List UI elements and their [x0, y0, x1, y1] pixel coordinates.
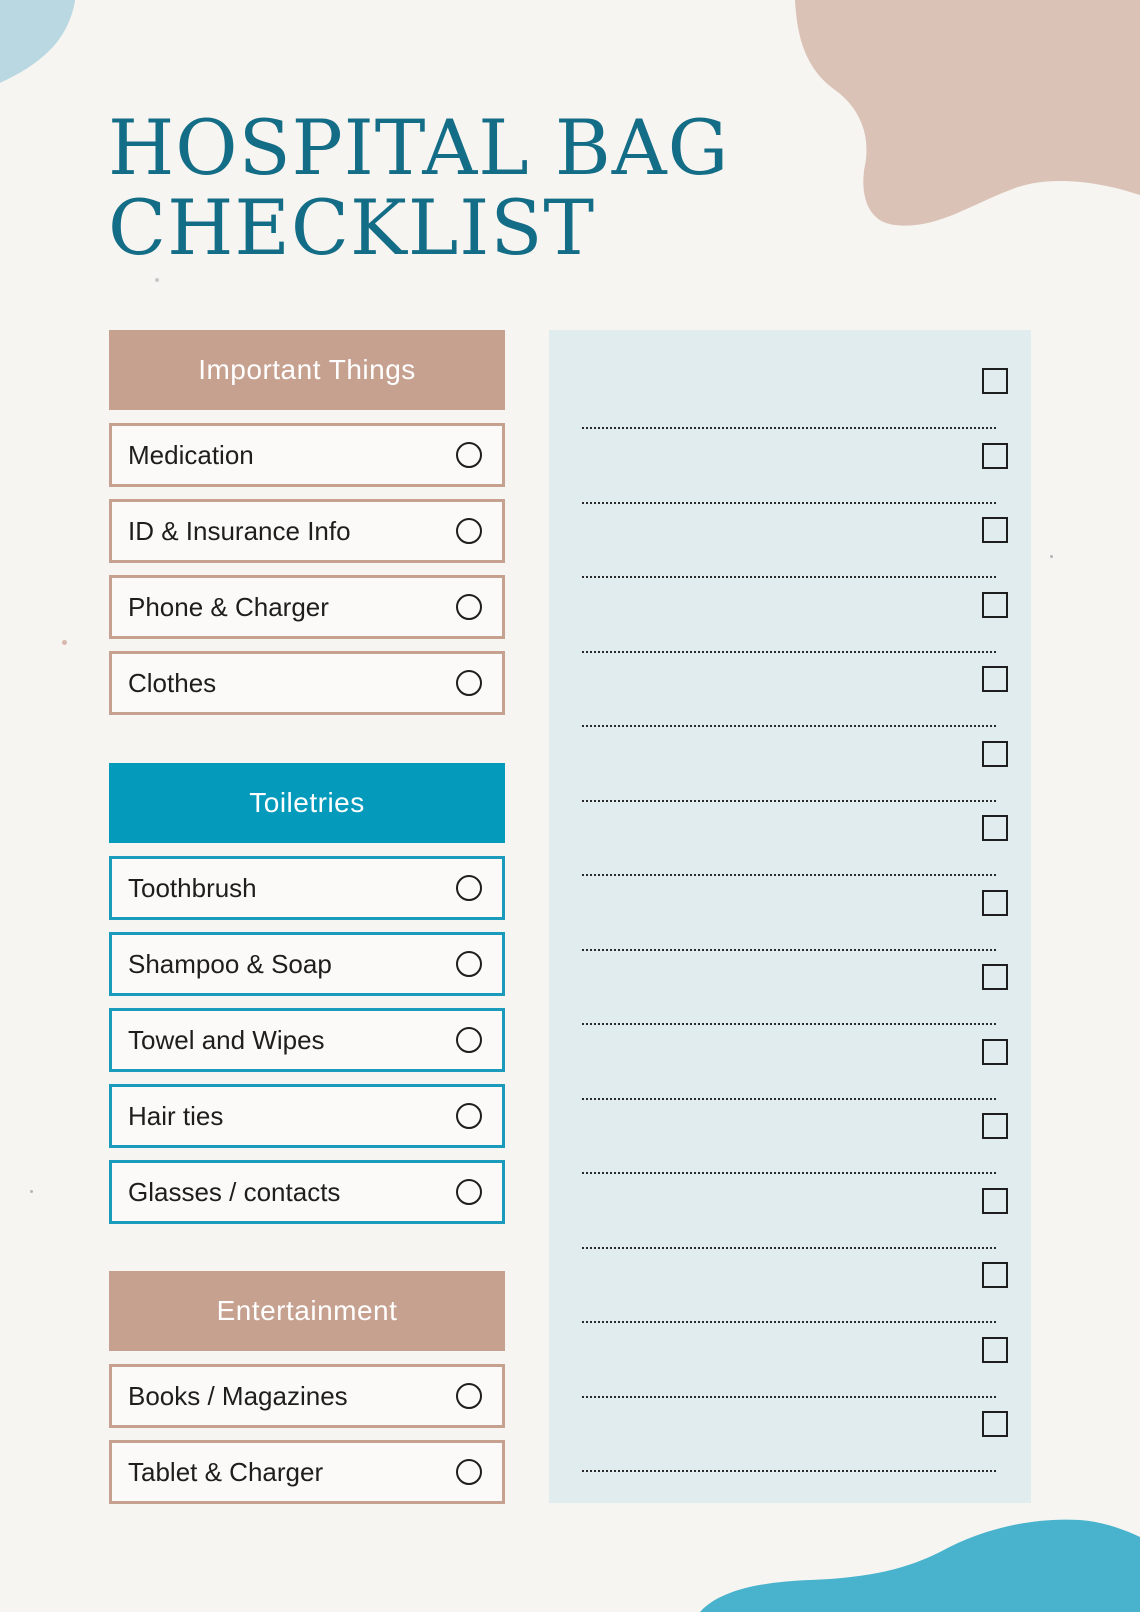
note-row[interactable]	[582, 579, 996, 653]
note-row[interactable]	[582, 355, 996, 429]
checklist-item[interactable]	[109, 423, 505, 487]
square-checkbox-icon[interactable]	[982, 890, 1008, 916]
section-header: Important Things	[109, 330, 505, 410]
item-label: Towel and Wipes	[128, 1024, 325, 1055]
note-row[interactable]	[582, 728, 996, 802]
circle-checkbox-icon[interactable]	[456, 442, 482, 468]
note-row[interactable]	[582, 1249, 996, 1323]
checklist-item[interactable]	[109, 1440, 505, 1504]
circle-checkbox-icon[interactable]	[456, 1459, 482, 1485]
square-checkbox-icon[interactable]	[982, 443, 1008, 469]
square-checkbox-icon[interactable]	[982, 815, 1008, 841]
section-header: Entertainment	[109, 1271, 505, 1351]
circle-checkbox-icon[interactable]	[456, 670, 482, 696]
note-row[interactable]	[582, 1324, 996, 1398]
note-row[interactable]	[582, 430, 996, 504]
circle-checkbox-icon[interactable]	[456, 1179, 482, 1205]
item-list	[109, 856, 505, 1224]
item-label: Glasses / contacts	[128, 1176, 341, 1207]
paper-speck	[30, 1190, 33, 1193]
checklist-item[interactable]	[109, 1160, 505, 1224]
square-checkbox-icon[interactable]	[982, 1411, 1008, 1437]
circle-checkbox-icon[interactable]	[456, 951, 482, 977]
title-line-2: CHECKLIST	[108, 183, 596, 272]
square-checkbox-icon[interactable]	[982, 741, 1008, 767]
item-label: Books / Magazines	[128, 1380, 348, 1411]
note-row[interactable]	[582, 802, 996, 876]
square-checkbox-icon[interactable]	[982, 592, 1008, 618]
item-label: ID & Insurance Info	[128, 515, 351, 546]
checklist-item[interactable]	[109, 932, 505, 996]
title-line-1: HOSPITAL BAG	[108, 103, 730, 192]
item-label: Medication	[128, 439, 254, 470]
teal-paint-blob	[700, 1512, 1140, 1612]
section-entertainment	[109, 1271, 505, 1516]
square-checkbox-icon[interactable]	[982, 1262, 1008, 1288]
square-checkbox-icon[interactable]	[982, 1039, 1008, 1065]
note-row[interactable]	[582, 653, 996, 727]
checklist-item[interactable]	[109, 499, 505, 563]
checklist-item[interactable]	[109, 856, 505, 920]
notes-panel	[549, 330, 1031, 1503]
section-toiletries	[109, 763, 505, 1236]
item-label: Hair ties	[128, 1100, 224, 1131]
square-checkbox-icon[interactable]	[982, 666, 1008, 692]
taupe-paint-blob	[795, 0, 1140, 235]
note-row[interactable]	[582, 1100, 996, 1174]
checklist-item[interactable]	[109, 651, 505, 715]
checklist-item[interactable]	[109, 1008, 505, 1072]
page-title	[108, 103, 730, 272]
item-label: Tablet & Charger	[128, 1456, 324, 1487]
blue-paint-blob	[0, 0, 90, 100]
checklist-item[interactable]	[109, 1084, 505, 1148]
square-checkbox-icon[interactable]	[982, 1188, 1008, 1214]
note-row[interactable]	[582, 877, 996, 951]
section-header: Toiletries	[109, 763, 505, 843]
item-label: Shampoo & Soap	[128, 948, 332, 979]
paper-speck	[1050, 555, 1053, 558]
item-label: Clothes	[128, 667, 217, 698]
circle-checkbox-icon[interactable]	[456, 875, 482, 901]
item-list	[109, 1364, 505, 1504]
note-row[interactable]	[582, 504, 996, 578]
paper-speck	[155, 278, 159, 282]
paper-speck	[62, 640, 67, 645]
note-row[interactable]	[582, 951, 996, 1025]
checklist-item[interactable]	[109, 1364, 505, 1428]
square-checkbox-icon[interactable]	[982, 1113, 1008, 1139]
checklist-item[interactable]	[109, 575, 505, 639]
square-checkbox-icon[interactable]	[982, 368, 1008, 394]
note-row[interactable]	[582, 1026, 996, 1100]
note-row[interactable]	[582, 1398, 996, 1472]
item-label: Toothbrush	[128, 872, 257, 903]
note-row[interactable]	[582, 1175, 996, 1249]
item-list	[109, 423, 505, 715]
circle-checkbox-icon[interactable]	[456, 1383, 482, 1409]
square-checkbox-icon[interactable]	[982, 517, 1008, 543]
circle-checkbox-icon[interactable]	[456, 518, 482, 544]
circle-checkbox-icon[interactable]	[456, 1027, 482, 1053]
section-important-things	[109, 330, 505, 727]
dotted-write-line	[582, 1470, 996, 1472]
square-checkbox-icon[interactable]	[982, 964, 1008, 990]
circle-checkbox-icon[interactable]	[456, 594, 482, 620]
item-label: Phone & Charger	[128, 591, 329, 622]
square-checkbox-icon[interactable]	[982, 1337, 1008, 1363]
circle-checkbox-icon[interactable]	[456, 1103, 482, 1129]
